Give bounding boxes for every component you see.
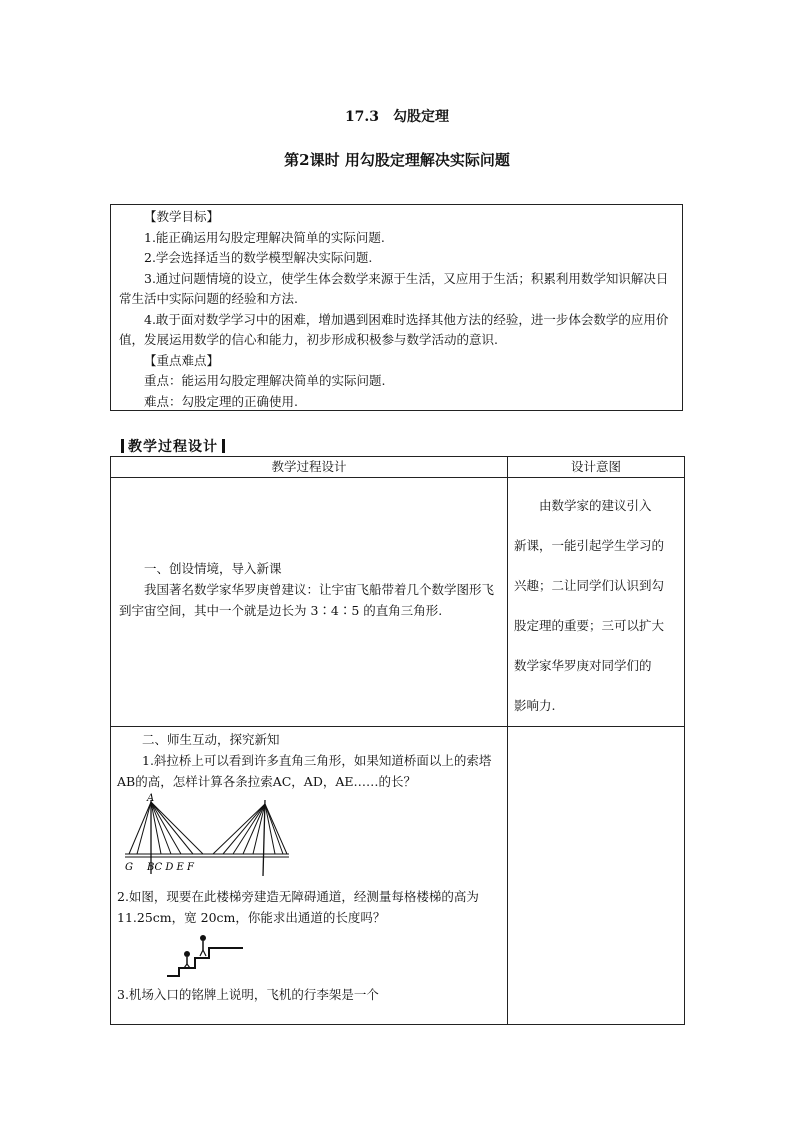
intent-line: 股定理的重要；三可以扩大 xyxy=(514,618,665,633)
heading-bar-right xyxy=(222,439,225,453)
question-2: 2.如图，现要在此楼梯旁建造无障碍通道，经测量每格楼梯的高为 11.25cm，宽 20cm，你能求出通道的长度吗？ xyxy=(117,889,479,925)
intent-cell-empty xyxy=(508,727,685,1025)
lesson-title: 17.3 勾股定理 xyxy=(344,109,450,125)
intro-body: 我国著名数学家华罗庚曾建议：让宇宙飞船带着几个数学图形飞到宇宙空间，其中一个就是边长为 3∶4∶5 的直角三角形. xyxy=(119,582,495,618)
column-header-process: 教学过程设计 xyxy=(111,457,508,478)
question-1: 1.斜拉桥上可以看到许多直角三角形，如果知道桥面以上的索塔AB的高，怎样计算各条拉索AC，AD，AE……的长？ xyxy=(117,753,492,789)
stairs-figure xyxy=(167,932,277,980)
intent-line: 影响力. xyxy=(514,698,556,713)
intent-line: 由数学家的建议引入 xyxy=(539,498,652,513)
lesson-subtitle: 第2课时 用勾股定理解决实际问题 xyxy=(284,151,510,169)
intro-title: 一、创设情境，导入新课 xyxy=(144,561,282,576)
process-table xyxy=(110,456,685,1025)
objective-item: 2.学会选择适当的数学模型解决实际问题. xyxy=(144,250,373,265)
label-g: G xyxy=(125,862,133,873)
key-difficulty-heading: 【重点难点】 xyxy=(144,352,220,368)
objectives-heading: 【教学目标】 xyxy=(144,209,220,224)
intent-cell xyxy=(508,478,685,727)
explore-cell xyxy=(111,727,508,1025)
heading-bar-left xyxy=(121,439,124,453)
column-header-intent: 设计意图 xyxy=(508,457,685,478)
label-bcdef: BC D E F xyxy=(147,862,194,873)
objectives-box xyxy=(110,204,683,411)
objective-item: 3.通过问题情境的设立，使学生体会数学来源于生活，又应用于生活；积累利用数学知识解决日常生活中实际问题的经验和方法. xyxy=(119,270,669,306)
objective-item: 1.能正确运用勾股定理解决简单的实际问题. xyxy=(144,229,385,245)
objective-item: 4.敢于面对数学学习中的困难，增加遇到困难时选择其他方法的经验，进一步体会数学的应用价值，发展运用数学的信心和能力，初步形成积极参与数学活动的意识. xyxy=(119,311,669,347)
process-section-title: 教学过程设计 xyxy=(128,439,218,455)
cable-bridge-figure xyxy=(117,792,297,880)
intent-line: 新课，一能引起学生学习的 xyxy=(514,538,665,553)
explore-title: 二、师生互动，探究新知 xyxy=(142,732,280,747)
label-a: A xyxy=(147,793,155,804)
key-point: 重点：能运用勾股定理解决简单的实际问题. xyxy=(144,373,386,388)
question-3: 3.机场入口的铭牌上说明，飞机的行李架是一个 xyxy=(117,987,379,1002)
intent-line: 数学家华罗庚对同学们的 xyxy=(514,658,652,673)
intent-line: 兴趣；二让同学们认识到勾 xyxy=(514,578,665,593)
difficulty-point: 难点：勾股定理的正确使用. xyxy=(144,393,298,409)
process-section-heading xyxy=(117,436,229,456)
intro-cell xyxy=(111,478,508,727)
